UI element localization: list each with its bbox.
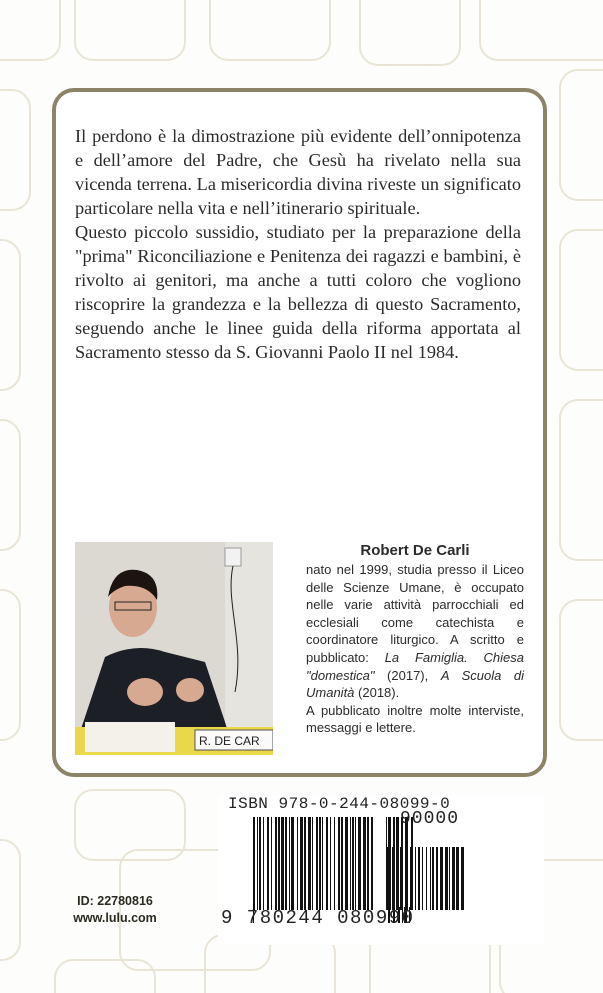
barcode-addon: 90000 (400, 809, 460, 829)
nameplate-text: R. DE CAR (199, 734, 260, 748)
bio-closing: A pubblicato inoltre molte interviste, messaggi e lettere. (306, 702, 524, 736)
barcode-bar (392, 847, 393, 910)
barcode-bar (363, 817, 366, 910)
barcode-bar (387, 847, 389, 910)
barcode-bar (367, 817, 369, 910)
barcode-bar (285, 817, 287, 910)
barcode-bar (338, 817, 340, 910)
book-description (75, 124, 521, 364)
barcode-bar (371, 817, 373, 910)
barcode-bar (422, 847, 423, 910)
barcode-bar (405, 847, 407, 910)
barcode-bar (289, 817, 290, 910)
barcode-bar (275, 817, 277, 910)
barcode-bar (436, 847, 438, 910)
bio-text (306, 561, 524, 702)
barcode-bar (271, 817, 272, 910)
barcode-bar (278, 817, 280, 910)
barcode-bar (355, 817, 356, 910)
author-photo (75, 542, 273, 755)
barcode-bar (386, 817, 387, 910)
barcode-bar (456, 847, 459, 910)
publisher-id: ID: 22780816 (77, 894, 153, 908)
barcode-bar (263, 817, 264, 910)
barcode-bar (330, 817, 331, 910)
barcode-bar (316, 817, 318, 910)
barcode-bar (449, 847, 450, 910)
barcode-bar (398, 847, 399, 910)
publisher-info (60, 893, 170, 927)
barcode-bar (445, 847, 448, 910)
barcode-bar (430, 847, 431, 910)
barcode-bar (440, 847, 443, 910)
barcode-bar (341, 817, 343, 910)
author-bio (306, 541, 524, 737)
barcode-bar (267, 817, 269, 910)
barcode-digits: 9 780244 080990 (221, 907, 415, 929)
barcode-bar (452, 847, 455, 910)
barcode-bar (253, 817, 255, 910)
barcode-bar (461, 847, 464, 910)
barcode-bar (297, 817, 298, 910)
barcode-bar (352, 817, 354, 910)
isbn-label: ISBN 978-0-244-08099-0 (228, 795, 451, 813)
barcode-bar (426, 847, 427, 910)
book-title: A Scuola di Umanità (306, 667, 524, 701)
book-year: (2018). (354, 685, 400, 701)
barcode-bar (319, 817, 321, 910)
barcode-bar (410, 847, 413, 910)
barcode-bar (257, 817, 258, 910)
barcode-bar (400, 847, 403, 910)
barcode-bar (415, 847, 416, 910)
barcode-bar (326, 817, 328, 910)
barcode-bar (334, 817, 335, 910)
barcode-bar (345, 817, 348, 910)
barcode-bar (350, 817, 351, 910)
barcode-bar (304, 817, 306, 910)
barcode-bar (418, 847, 420, 910)
barcode-bar (281, 817, 284, 910)
barcode-bar (259, 817, 261, 910)
publisher-url: www.lulu.com (73, 911, 157, 925)
book-title: La Famiglia. Chiesa "domestica" (306, 649, 524, 683)
description-paragraph: Il perdono è la dimostrazione più evidente dell’onnipotenza e dell’amore del Padre, che Gesù ha rivelato nella sua vicenda terrena. La misericordia divina riveste un significato particolare nella vita e nell’itinerario spirituale. (75, 126, 521, 218)
barcode-bar (394, 847, 395, 910)
isbn-barcode (218, 795, 544, 945)
bio-intro: nato nel 1999, studia presso il Liceo delle Scienze Umane, è occupato nelle varie attività parrocchiali ed ecclesiali come catechista e coordinatore liturgico. A scritto e pubblicato: (306, 562, 524, 665)
barcode-bar (291, 817, 294, 910)
book-year: (2017), (374, 667, 441, 683)
description-paragraph: Questo piccolo sussidio, studiato per la preparazione della "prima" Riconciliazione e Penitenza dei ragazzi e bambini, è rivolto ai genitori, ma anche a tutti coloro che vogliono riscoprire la grandezza e la bellezza di questo Sacramento, seguendo anche le linee guida della riforma apportata al Sacramento stesso da S. Giovanni Paolo II nel 1984. (75, 222, 521, 362)
barcode-bar (322, 817, 323, 910)
barcode-bar (358, 817, 361, 910)
barcode-bar (432, 847, 434, 910)
barcode-bar (308, 817, 311, 910)
author-name: Robert De Carli (360, 542, 470, 559)
barcode-bar (312, 817, 313, 910)
barcode-bar (300, 817, 303, 910)
